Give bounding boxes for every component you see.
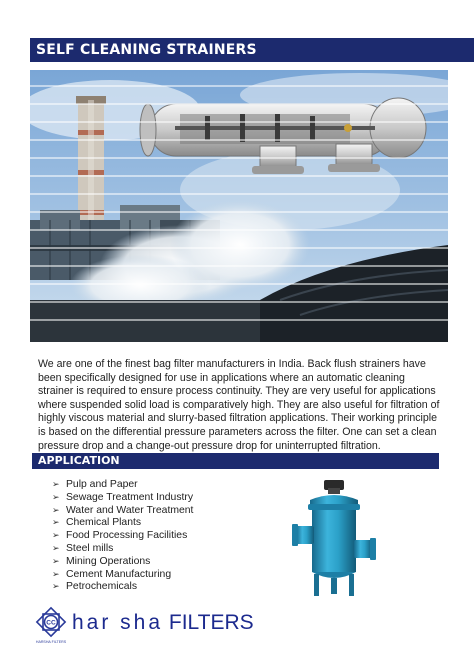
brand-suffix: FILTERS: [168, 611, 254, 634]
list-item: ➢ Sewage Treatment Industry: [52, 491, 194, 503]
list-item: ➢ Water and Water Treatment: [52, 504, 194, 516]
arrow-bullet-icon: ➢: [52, 581, 60, 592]
list-item: ➢ Food Processing Facilities: [52, 530, 188, 542]
list-item: ➢ Mining Operations: [52, 555, 151, 567]
intro-paragraph: We are one of the finest bag filter manufacturers in India. Back flush strainers have been specifically designed for use in applications where an automatic cleaning strainer is required to ensure process continuity. They are very useful for applications where suspended solid load is comparatively high. They are also useful for filtration of highly viscous material and slurry-based filtration applications. Their working principle is based on the differential pressure parameters across the filter. One can set a clean pressure drop and a change-out pressure drop for uninterrupted filtration.: [38, 358, 440, 452]
arrow-bullet-icon: ➢: [52, 555, 60, 566]
application-list: [52, 478, 193, 593]
arrow-bullet-icon: ➢: [52, 568, 60, 579]
list-item: ➢ Steel mills: [52, 542, 114, 554]
application-heading: APPLICATION: [32, 453, 439, 469]
arrow-bullet-icon: ➢: [52, 530, 60, 541]
page-title: SELF CLEANING STRAINERS: [30, 38, 474, 62]
strainer-product-image: [290, 478, 378, 598]
brand-name: [72, 611, 254, 635]
list-item: ➢ Cement Manufacturing: [52, 568, 172, 580]
logo-caption: HARSHA FILTERS: [35, 640, 67, 644]
svg-text:CC: CC: [46, 619, 56, 627]
hero-image: [30, 70, 448, 342]
arrow-bullet-icon: ➢: [52, 517, 60, 528]
arrow-bullet-icon: ➢: [52, 504, 60, 515]
brand-prefix: har sha: [72, 611, 164, 634]
list-item: ➢ Pulp and Paper: [52, 479, 138, 490]
arrow-bullet-icon: ➢: [52, 542, 60, 553]
list-item: ➢ Chemical Plants: [52, 517, 142, 529]
list-item: ➢ Petrochemicals: [52, 581, 138, 593]
arrow-bullet-icon: ➢: [52, 491, 60, 502]
arrow-bullet-icon: ➢: [52, 479, 60, 489]
